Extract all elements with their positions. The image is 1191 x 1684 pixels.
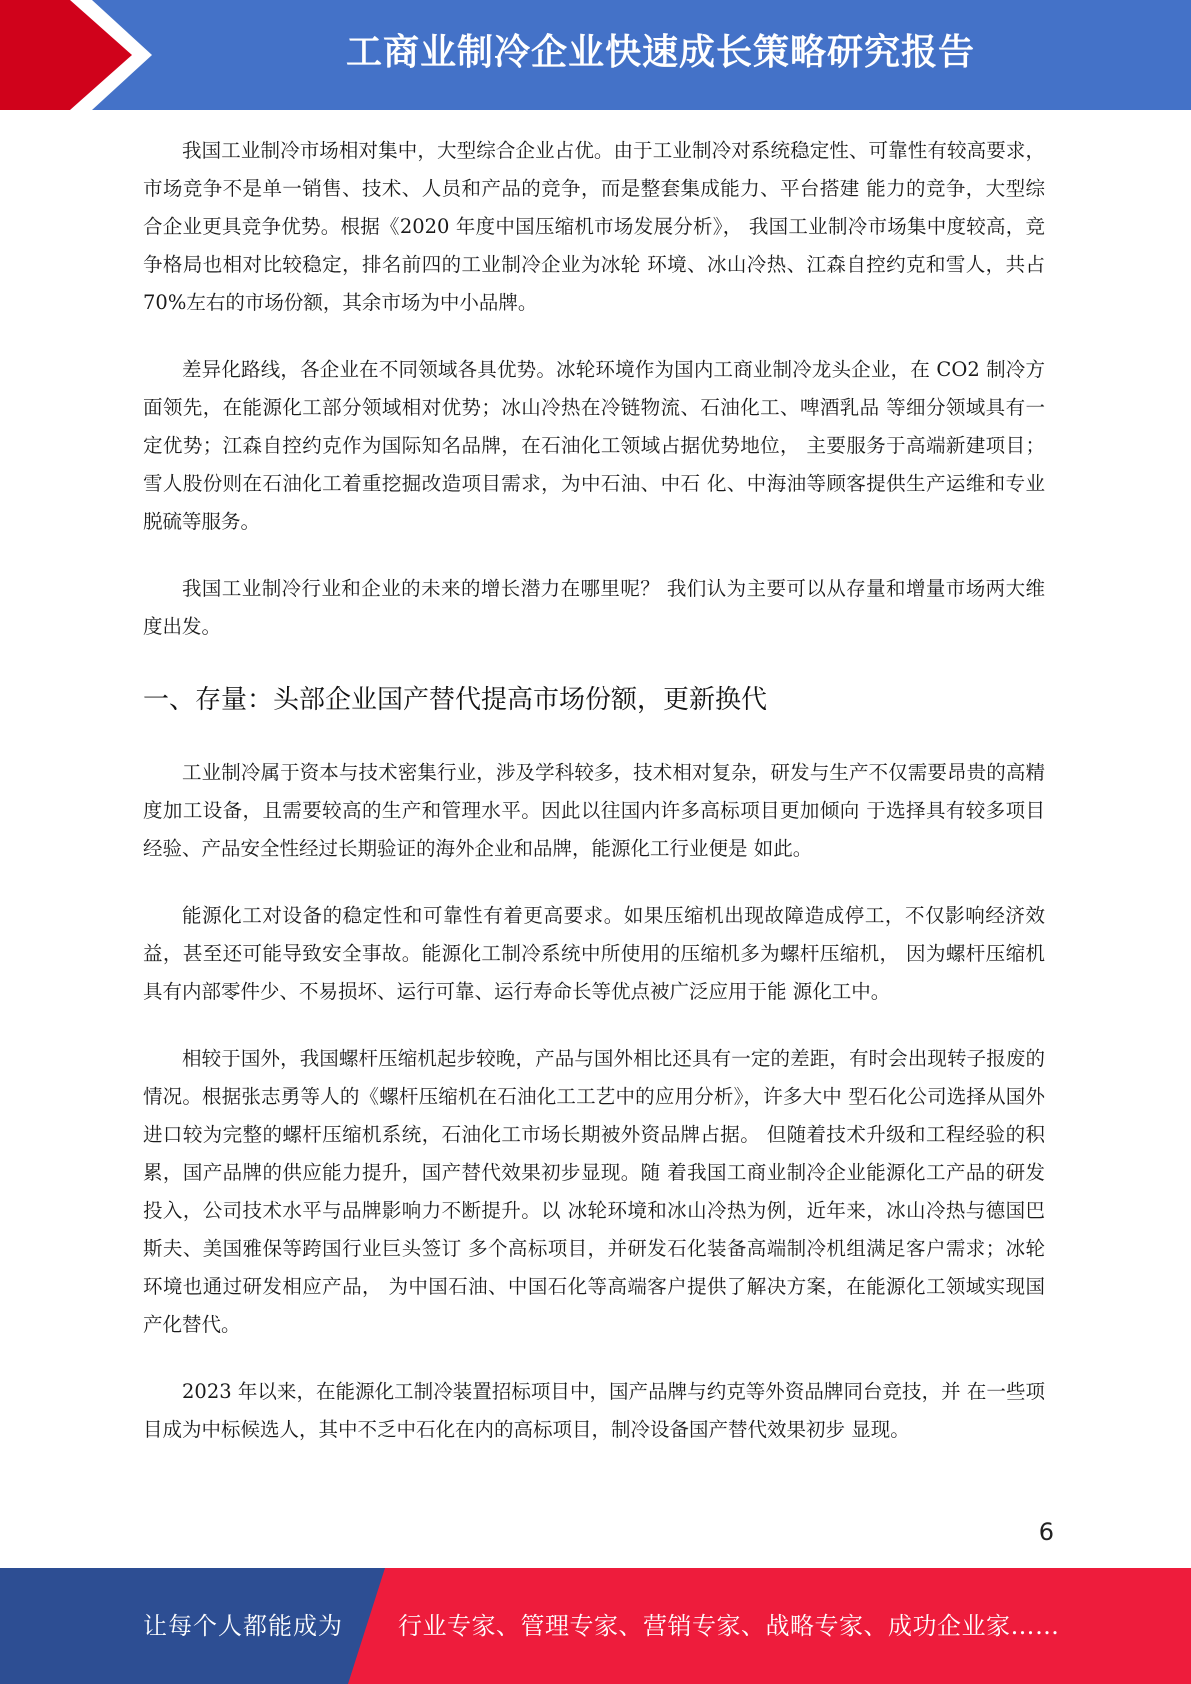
- article-body: [143, 132, 1045, 1478]
- page-number: 6: [1038, 1518, 1054, 1546]
- footer-slogan-roles: 行业专家、管理专家、营销专家、战略专家、成功企业家……: [398, 1612, 1060, 1640]
- footer-slogan-lead: 让每个人都能成为: [143, 1612, 343, 1640]
- footer-banner: [0, 1568, 1191, 1684]
- paragraph: 能源化工对设备的稳定性和可靠性有着更高要求。如果压缩机出现故障造成停工，不仅影响经济效益，甚至还可能导致安全事故。能源化工制冷系统中所使用的压缩机多为螺杆压缩机， 因为螺杆压缩机具有内部零件少、不易损坏、运行可靠、运行寿命长等优点被广泛应用于能 源化工中。: [143, 904, 1045, 1003]
- document-title: 工商业制冷企业快速成长策略研究报告: [345, 32, 975, 73]
- paragraph: 工业制冷属于资本与技术密集行业，涉及学科较多，技术相对复杂，研发与生产不仅需要昂贵的高精度加工设备，且需要较高的生产和管理水平。因此以往国内许多高标项目更加倾向 于选择具有较多项目经验、产品安全性经过长期验证的海外企业和品牌，能源化工行业便是 如此。: [143, 761, 1045, 860]
- header-banner: [0, 0, 1191, 110]
- paragraph: 我国工业制冷市场相对集中，大型综合企业占优。由于工业制冷对系统稳定性、可靠性有较高要求，市场竞争不是单一销售、技术、人员和产品的竞争，而是整套集成能力、平台搭建 能力的竞争，大型综合企业更具竞争优势。根据《2020 年度中国压缩机市场发展分析》， 我国工业制冷市场集中度较高，竞争格局也相对比较稳定，排名前四的工业制冷企业为冰轮 环境、冰山冷热、江森自控约克和雪人，共占 70%左右的市场份额，其余市场为中小品牌。: [143, 139, 1045, 314]
- paragraph: 差异化路线，各企业在不同领域各具优势。冰轮环境作为国内工商业制冷龙头企业，在 CO2 制冷方面领先，在能源化工部分领域相对优势；冰山冷热在冷链物流、石油化工、啤酒乳品 等细分领域具有一定优势；江森自控约克作为国际知名品牌，在石油化工领域占据优势地位， 主要服务于高端新建项目；雪人股份则在石油化工着重挖掘改造项目需求，为中石油、中石 化、中海油等顾客提供生产运维和专业脱硫等服务。: [143, 358, 1045, 533]
- paragraph: 相较于国外，我国螺杆压缩机起步较晚，产品与国外相比还具有一定的差距，有时会出现转子报废的情况。根据张志勇等人的《螺杆压缩机在石油化工工艺中的应用分析》，许多大中 型石化公司选择从国外进口较为完整的螺杆压缩机系统，石油化工市场长期被外资品牌占据。 但随着技术升级和工程经验的积累，国产品牌的供应能力提升，国产替代效果初步显现。随 着我国工商业制冷企业能源化工产品的研发投入，公司技术水平与品牌影响力不断提升。以 冰轮环境和冰山冷热为例，近年来，冰山冷热与德国巴斯夫、美国雅保等跨国行业巨头签订 多个高标项目，并研发石化装备高端制冷机组满足客户需求；冰轮环境也通过研发相应产品， 为中国石油、中国石化等高端客户提供了解决方案，在能源化工领域实现国产化替代。: [143, 1047, 1045, 1336]
- paragraph: 我国工业制冷行业和企业的未来的增长潜力在哪里呢？ 我们认为主要可以从存量和增量市场两大维度出发。: [143, 577, 1045, 638]
- paragraph: 2023 年以来，在能源化工制冷装置招标项目中，国产品牌与约克等外资品牌同台竞技，并 在一些项目成为中标候选人，其中不乏中石化在内的高标项目，制冷设备国产替代效果初步 显现。: [143, 1380, 1045, 1441]
- section-heading: 一、存量：头部企业国产替代提高市场份额，更新换代: [143, 685, 768, 715]
